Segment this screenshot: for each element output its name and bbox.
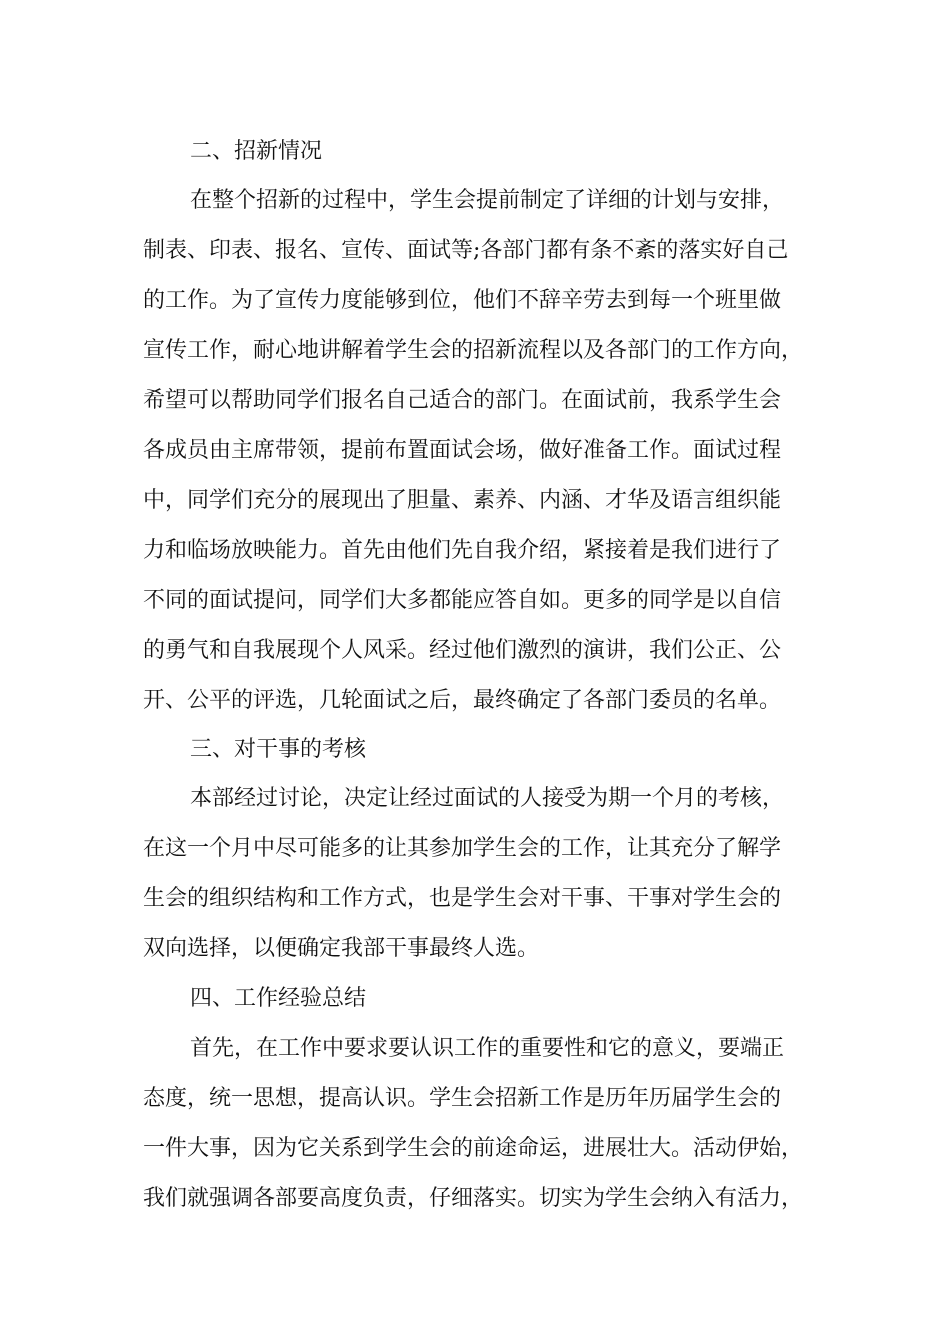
paragraph-line: 态度，统一思想，提高认识。学生会招新工作是历年历届学生会的 xyxy=(143,1086,782,1111)
heading-assessment: 三、对干事的考核 xyxy=(190,737,367,762)
paragraph-line: 不同的面试提问，同学们大多都能应答自如。更多的同学是以自信 xyxy=(143,588,782,613)
paragraph-line: 本部经过讨论，决定让经过面试的人接受为期一个月的考核， xyxy=(190,786,785,811)
paragraph-line: 各成员由主席带领，提前布置面试会场，做好准备工作。面试过程 xyxy=(143,438,782,463)
heading-experience-summary: 四、工作经验总结 xyxy=(190,986,367,1011)
paragraph-line: 宣传工作，耐心地讲解着学生会的招新流程以及各部门的工作方向， xyxy=(143,338,804,363)
paragraph-line: 力和临场放映能力。首先由他们先自我介绍，紧接着是我们进行了 xyxy=(143,538,782,563)
paragraph-line: 首先，在工作中要求要认识工作的重要性和它的意义，要端正 xyxy=(190,1036,785,1061)
paragraph-line: 在这一个月中尽可能多的让其参加学生会的工作，让其充分了解学 xyxy=(143,836,782,861)
paragraph-line: 在整个招新的过程中，学生会提前制定了详细的计划与安排， xyxy=(190,188,785,213)
paragraph-line: 生会的组织结构和工作方式，也是学生会对干事、干事对学生会的 xyxy=(143,886,782,911)
paragraph-line: 制表、印表、报名、宣传、面试等;各部门都有条不紊的落实好自己 xyxy=(143,238,789,263)
paragraph-line: 一件大事，因为它关系到学生会的前途命运，进展壮大。活动伊始， xyxy=(143,1136,804,1161)
paragraph-line: 开、公平的评选，几轮面试之后，最终确定了各部门委员的名单。 xyxy=(143,688,782,713)
heading-recruitment: 二、招新情况 xyxy=(190,139,323,164)
paragraph-line: 双向选择，以便确定我部干事最终人选。 xyxy=(143,936,540,961)
paragraph-line: 希望可以帮助同学们报名自己适合的部门。在面试前，我系学生会 xyxy=(143,388,782,413)
paragraph-line: 我们就强调各部要高度负责，仔细落实。切实为学生会纳入有活力， xyxy=(143,1186,804,1211)
paragraph-line: 的勇气和自我展现个人风采。经过他们激烈的演讲，我们公正、公 xyxy=(143,638,782,663)
paragraph-line: 的工作。为了宣传力度能够到位，他们不辞辛劳去到每一个班里做 xyxy=(143,288,782,313)
paragraph-line: 中，同学们充分的展现出了胆量、素养、内涵、才华及语言组织能 xyxy=(143,488,782,513)
